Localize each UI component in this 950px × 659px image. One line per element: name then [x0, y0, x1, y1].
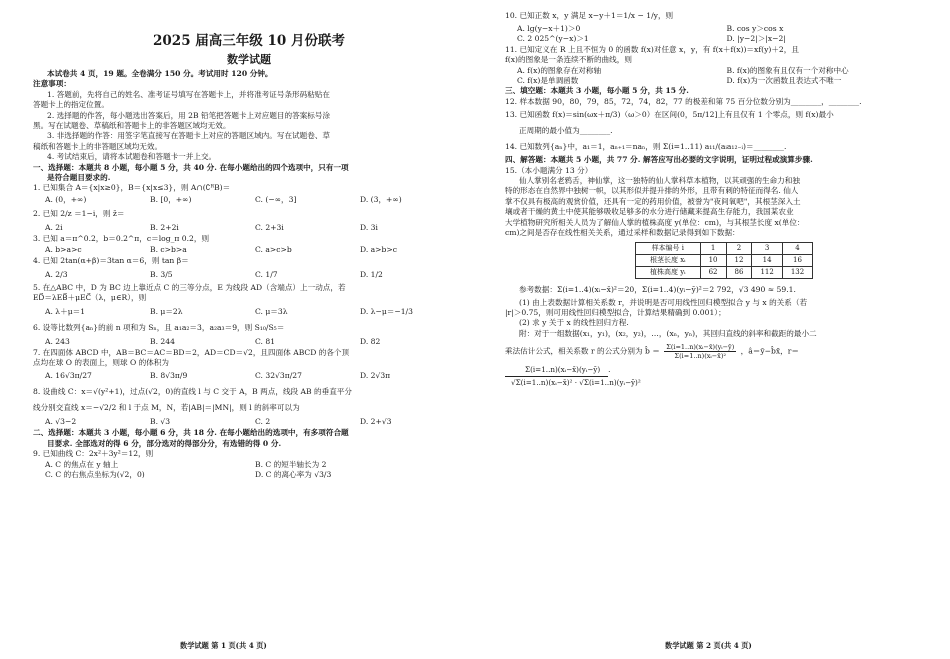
intercept-formula: ，â＝ȳ−b̂x̄，r＝ [740, 346, 800, 356]
correlation-fraction [505, 364, 936, 388]
table-header-row [636, 242, 813, 254]
question-12: 12. 样本数据 90，80，79，85，72，74，82，77 的极差和第 75 百分位数分别为________，________. [505, 96, 862, 106]
correlation-denominator: √Σ(i=1..n)(xᵢ−x̄)² · √Σ(i=1..n)(yᵢ−ȳ)² [511, 378, 641, 388]
table-cell: 62 [700, 266, 726, 278]
question-6-stem: 6. 设等比数列{aₙ}的前 n 项和为 Sₙ，且 a₁a₂＝3，a₂a₃＝9，则 S₁₀/S₅＝ [33, 322, 285, 332]
option-d: D. 2√3π [360, 371, 391, 381]
table-row [636, 254, 813, 266]
question-15-part: (1) 由上表数据计算相关系数 r，并说明是否可用线性回归模型拟合 y 与 x 的关系（若 [519, 297, 808, 307]
page-1-footer: 数学试题 第 1 页(共 4 页) [180, 641, 267, 650]
question-6-options [33, 336, 465, 348]
option-d: D. λ−μ＝−1/3 [360, 306, 413, 316]
option-a: A. √3−2 [45, 417, 77, 427]
question-11-stem-cont: f(x)的图象是一条连续不断的曲线，则 [505, 55, 632, 65]
table-cell: 14 [752, 254, 782, 266]
option-b: B. cos y＞cos x [726, 24, 784, 33]
option-a: A. lg(y−x＋1)＞0 [517, 24, 581, 33]
option-b: B. 244 [150, 336, 175, 346]
option-d: D. 82 [360, 336, 381, 346]
option-b: B. c>b>a [150, 245, 187, 255]
question-15-paragraph: 仙人掌别名老鸦舌，神仙掌，这一独特的仙人掌科草本植物，以其顽强的生命力和独 [519, 176, 800, 186]
question-3-options [33, 244, 465, 256]
option-d: D. 3i [360, 222, 378, 232]
reference-data: 参考数据：Σ(i=1..4)(xᵢ−x̄)²＝20，Σ(i=1..4)(yᵢ−ȳ)²＝2 792，√3 490 ≈ 59.1. [519, 284, 796, 294]
correlation-tail: . [608, 365, 611, 375]
question-15-part: 附：对于一组数据(x₁，y₁)，(x₂，y₂)，…，(xₙ，yₙ)，其回归直线的斜率和截距的最小二 [519, 328, 817, 338]
question-13-cont: 正周期的最小值为________. [519, 126, 613, 136]
option-b: B. √3 [150, 417, 171, 427]
question-5-options [33, 304, 465, 320]
slope-denominator: Σ(i=1..n)(xᵢ−x̄)² [674, 352, 726, 361]
option-b: B. f(x)的图象有且仅有一个对称中心 [726, 65, 849, 75]
option-b: B. μ＝2λ [150, 306, 183, 316]
question-9-stem: 9. 已知曲线 C：2x²＋3y²＝12，则 [33, 449, 154, 459]
option-a: A. (0，+∞) [45, 194, 87, 204]
option-d: D. 1/2 [360, 269, 383, 279]
option-d: D. |y−2|＞|x−2| [726, 34, 786, 44]
question-15-paragraph: 掌不仅具有极高的观赏价值，还具有一定的药用价值，被誉为"夜间氧吧"，其根茎深入土 [505, 196, 801, 206]
option-a: A. 2/3 [45, 269, 68, 279]
slope-fraction [664, 343, 736, 360]
exam-page-2 [475, 0, 950, 659]
option-c: C. 2 025^(y−x)＞1 [517, 34, 589, 44]
table-cell: 10 [700, 254, 726, 266]
section-1-heading-cont: 是符合题目要求的. [47, 173, 111, 183]
question-2-options [33, 222, 465, 234]
question-10-options [505, 24, 936, 45]
option-c: C. 81 [255, 336, 276, 346]
option-c: C. 2 [255, 417, 271, 427]
table-cell: 3 [752, 242, 782, 254]
table-cell: 12 [726, 254, 752, 266]
question-14: 14. 已知数列{aₙ}中，a₁＝1，aₙ₊₁＝naₙ，则 Σ(i=1..11) a₁₁/(aᵢa₁₂₋ᵢ)＝________. [505, 142, 787, 152]
correlation-numerator: Σ(i=1..n)(xᵢ−x̄)(yᵢ−ȳ) [505, 364, 608, 377]
option-b: B. [0，+∞) [150, 194, 192, 204]
question-10-stem: 10. 已知正数 x，y 满足 x−y＋1＝1/x − 1/y，则 [505, 11, 674, 20]
option-c: C. μ＝3λ [255, 306, 288, 316]
notice-line: 3. 非选择题的作答：用签字笔直接写在答题卡上对应的答题区域内。写在试题卷、草 [47, 131, 331, 141]
question-15-paragraph: 特的形态在自然界中独树一帜，以其形似并提升排的外形，且带有刺的特征而得名. 仙人 [505, 186, 799, 196]
question-1-stem: 1. 已知集合 A＝{x|x≥0}，B＝{x|x≤3}，则 A∩(∁ᴿB)＝ [33, 183, 231, 193]
question-2-stem: 2. 已知 2/z ＝1−i，则 z̄＝ [33, 208, 125, 218]
section-1-heading: 一、选择题：本题共 8 小题，每小题 5 分，共 40 分. 在每小题给出的四个选项中，只有一项 [33, 162, 349, 172]
question-15-paragraph: 壤或者干燥的黄土中使其能够吸收足够多的水分进行储藏来提高生存能力，我国某农业 [505, 207, 794, 217]
exam-intro: 本试卷共 4 页，19 题。全卷满分 150 分。考试用时 120 分钟。 [47, 69, 273, 78]
section-2-heading: 二、选择题：本题共 3 小题，每小题 6 分，共 18 分. 在每小题给出的选项中，有多项符合题 [33, 428, 349, 438]
formula-intro: 乘法估计公式，相关系数 r 的公式分别为 b̂ ＝ [505, 346, 660, 356]
option-c: C. 2+3i [255, 222, 284, 232]
question-5-stem: 5. 在△ABC 中，D 为 BC 边上靠近点 C 的三等分点，E 为线段 AD（含端点）上一动点，若 [33, 282, 346, 292]
question-13: 13. 已知函数 f(x)＝sin(ωx＋π/3)（ω＞0）在区间(0，5π/12]上有且仅有 1 个零点，则 f(x)最小 [505, 110, 834, 120]
option-d: D. a>b>c [360, 245, 398, 255]
section-2-heading-cont: 目要求. 全部选对的得 6 分，部分选对的得部分分，有选错的得 0 分. [47, 438, 282, 448]
option-c: C. C 的右焦点坐标为(√2，0) [45, 469, 145, 479]
table-cell: 1 [700, 242, 726, 254]
option-c: C. 32√3π/27 [255, 371, 302, 381]
question-4-stem: 4. 已知 2tan(α+β)＝3tan α＝6，则 tan β＝ [33, 256, 189, 266]
option-d: D. f(x)为一次函数且表达式不唯一 [726, 76, 842, 86]
option-c: C. 1/7 [255, 269, 278, 279]
option-a: A. b>a>c [45, 245, 82, 255]
table-cell: 植株高度 yᵢ [636, 266, 701, 278]
question-11-options [505, 66, 936, 87]
option-a: A. λ＋μ＝1 [45, 306, 86, 316]
question-1-options [33, 194, 465, 206]
option-b: B. 3/5 [150, 269, 173, 279]
option-b: B. 8√3π/9 [150, 371, 188, 381]
question-15-heading: 15.（本小题满分 13 分） [505, 165, 593, 175]
notice-line: 稿纸和答题卡上的非答题区域均无效。 [33, 141, 163, 151]
question-15-paragraph: 大学植物研究所相关人员为了解仙人掌的植株高度 y(单位：cm)，与其根茎长度 x(单位： [505, 217, 805, 227]
option-a: A. C 的焦点在 y 轴上 [45, 459, 119, 469]
regression-formula-line [505, 343, 936, 360]
sample-data-table [635, 242, 813, 279]
notice-line: 答题卡上的指定位置。 [33, 100, 109, 110]
question-8-stem: 8. 设曲线 C：x＝√(y²+1)，过点(√2，0)的直线 l 与 C 交于 A，B 两点，线段 AB 的垂直平分 [33, 387, 352, 397]
question-8-stem-cont: 线分别交直线 x＝−√2/2 和 l 于点 M，N，若|AB|＝|MN|，则 l 的斜率可以为 [33, 403, 300, 413]
option-d: D. (3，+∞) [360, 194, 402, 204]
table-cell: 132 [782, 266, 812, 278]
option-d: D. 2+√3 [360, 417, 392, 427]
option-d: D. C 的离心率为 √3/3 [255, 469, 332, 479]
table-cell: 根茎长度 xᵢ [636, 254, 701, 266]
option-a: A. f(x)的图象存在对称轴 [517, 65, 602, 75]
table-cell: 86 [726, 266, 752, 278]
option-c: C. (−∞，3] [255, 194, 297, 204]
page-2-footer: 数学试题 第 2 页(共 4 页) [665, 641, 752, 650]
option-a: A. 16√3π/27 [45, 371, 92, 381]
option-b: B. 2+2i [150, 222, 179, 232]
question-7-stem: 7. 在四面体 ABCD 中，AB＝BC＝AC＝BD＝2，AD＝CD＝√2，且四面体 ABCD 的各个顶 [33, 347, 350, 357]
question-9-options [33, 460, 465, 481]
question-15-part: (2) 求 y 关于 x 的线性回归方程. [519, 318, 629, 328]
notice-title: 注意事项： [33, 79, 71, 89]
exam-title: 2025 届高三年级 10 月份联考 [153, 33, 345, 49]
option-a: A. 243 [45, 336, 70, 346]
section-4-heading: 四、解答题：本题共 5 小题，共 77 分. 解答应写出必要的文字说明，证明过程或演算步骤. [505, 155, 813, 165]
table-cell: 112 [752, 266, 782, 278]
table-cell: 16 [782, 254, 812, 266]
exam-subtitle: 数学试题 [227, 53, 271, 66]
question-7-stem-cont: 点均在球 O 的表面上，则球 O 的体积为 [33, 357, 170, 367]
section-3-heading: 三、填空题：本题共 3 小题，每小题 5 分，共 15 分. [505, 86, 689, 96]
notice-line: 2. 选择题的作答，每小题选出答案后，用 2B 铅笔把答题卡上对应题目的答案标号涂 [47, 110, 331, 120]
question-8-options [33, 416, 465, 428]
notice-line: 黑。写在试题卷、草稿纸和答题卡上的非答题区域均无效。 [33, 121, 231, 131]
question-3-stem: 3. 已知 a＝π^0.2，b＝0.2^π，c＝log_π 0.2，则 [33, 233, 210, 243]
question-7-options [33, 368, 465, 384]
option-b: B. C 的短半轴长为 2 [255, 459, 327, 469]
option-c: C. f(x)是单调函数 [517, 76, 579, 86]
table-row [636, 266, 813, 278]
question-4-options [33, 267, 465, 283]
question-15-paragraph: cm)之间是否存在线性相关关系，通过采样和数据记录得到如下数据： [505, 228, 740, 238]
table-cell: 2 [726, 242, 752, 254]
notice-line: 1. 答题前，先将自己的姓名、准考证号填写在答题卡上，并将准考证号条形码粘贴在 [47, 89, 331, 99]
slope-numerator: Σ(i=1..n)(xᵢ−x̄)(yᵢ−ȳ) [666, 343, 735, 352]
option-a: A. 2i [45, 222, 63, 232]
question-11-stem: 11. 已知定义在 R 上且不恒为 0 的函数 f(x)对任意 x，y，有 f(x＋f(x))＝xf(y)＋2，且 [505, 44, 799, 54]
question-15-part: |r|＞0.75，则可用线性回归模型拟合，计算结果精确到 0.001）； [505, 307, 726, 317]
question-5-stem-cont: ED⃗＝λEB⃗＋μEC⃗（λ，μ∈R），则 [33, 293, 147, 303]
table-cell: 4 [782, 242, 812, 254]
table-cell: 样本编号 i [636, 242, 701, 254]
notice-line: 4. 考试结束后，请将本试题卷和答题卡一并上交。 [47, 152, 217, 162]
option-c: C. a>c>b [255, 245, 292, 255]
